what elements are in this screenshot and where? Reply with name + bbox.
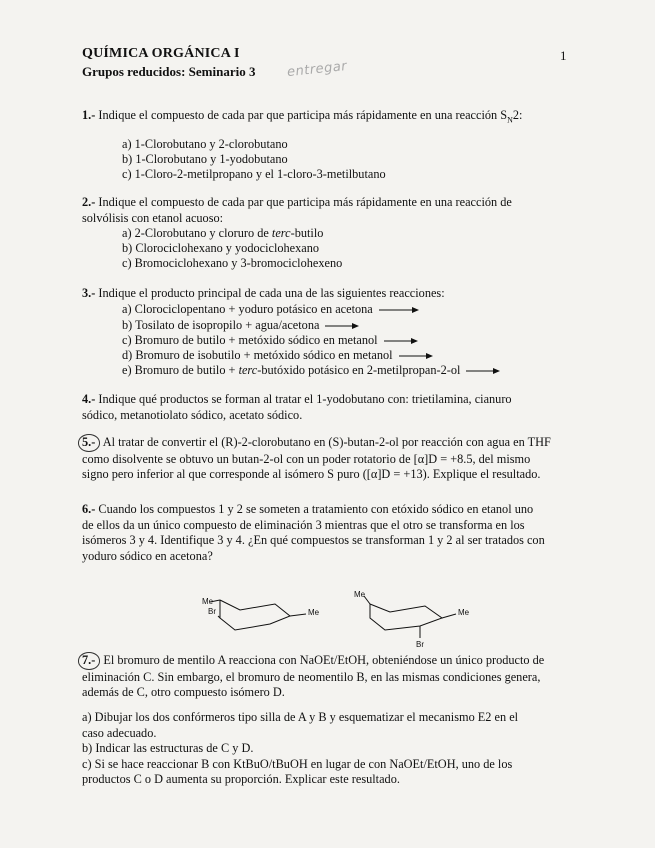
question-text-3: signo pero inferior al que corresponde al isómero S puro ([α]D = +13). Explique el resultado. xyxy=(82,467,541,482)
question-text-3: además de C, otro compuesto isómero D. xyxy=(82,685,285,700)
q2-item-a xyxy=(122,226,323,242)
q3-item-a xyxy=(122,302,419,318)
question-text: El bromuro de mentilo A reacciona con NaOEt/EtOH, obteniéndose un único producto de xyxy=(100,653,545,667)
item-italic: terc xyxy=(271,226,291,240)
question-text: Indique el compuesto de cada par que participa más rápidamente en una reacción de xyxy=(95,195,512,209)
item-text: c) Bromuro de butilo + metóxido sódico en metanol xyxy=(122,333,378,347)
question-6 xyxy=(82,502,577,564)
page-number: 1 xyxy=(560,48,567,63)
question-text-2: sódico, metanotiolato sódico, acetato sódico. xyxy=(82,407,303,422)
question-text-2: de ellos da un único compuesto de eliminación 3 mientras que el otro se transforma en los xyxy=(82,517,525,532)
question-text-2: solvólisis con etanol acuoso: xyxy=(82,210,224,225)
br-label: Br xyxy=(208,607,216,616)
question-number: 1.- xyxy=(82,108,96,122)
item-text: a) 2-Clorobutano y cloruro de xyxy=(122,226,272,240)
me-label: Me xyxy=(458,608,470,617)
me-label: Me xyxy=(202,597,214,606)
question-3 xyxy=(82,286,445,302)
question-text: Indique el producto principal de cada una de las siguientes reacciones: xyxy=(95,286,445,300)
subscript: N xyxy=(507,115,513,125)
me-label: Me xyxy=(308,608,320,617)
seminar-subtitle: Grupos reducidos: Seminario 3 xyxy=(82,64,256,79)
item-suffix: -butilo xyxy=(290,226,324,240)
question-text-2: eliminación C. Sin embargo, el bromuro de neomentilo B, en las mismas condiciones genera, xyxy=(82,669,541,684)
item-text: a) Clorociclopentano + yoduro potásico en acetona xyxy=(122,302,373,316)
question-text: Al tratar de convertir el (R)-2-clorobutano en (S)-butan-2-ol por reacción con agua en THF xyxy=(100,435,551,449)
handwritten-note: entregar xyxy=(286,58,348,81)
question-2 xyxy=(82,195,572,226)
q1-item-c: c) 1-Cloro-2-metilpropano y el 1-cloro-3-metilbutano xyxy=(122,167,386,181)
question-number: 5.- xyxy=(78,434,100,452)
question-number: 3.- xyxy=(82,286,96,300)
q3-item-c xyxy=(122,333,418,349)
question-text-3: isómeros 3 y 4. Identifique 3 y 4. ¿En qué compuestos se transforman 1 y 2 al ser tratados con xyxy=(82,533,545,548)
item-suffix: -butóxido potásico en 2-metilpropan-2-ol xyxy=(257,363,461,377)
q7-part-b: b) Indicar las estructuras de C y D. xyxy=(82,741,254,756)
question-text: Indique el compuesto de cada par que participa más rápidamente en una reacción S xyxy=(95,108,508,122)
q7-part-a-cont: caso adecuado. xyxy=(82,725,157,740)
chair-structures xyxy=(180,590,480,650)
course-title: QUÍMICA ORGÁNICA I xyxy=(82,46,240,61)
question-text: Cuando los compuestos 1 y 2 se someten a tratamiento con etóxido sódico en etanol uno xyxy=(95,502,534,516)
q2-item-b: b) Clorociclohexano y yodociclohexano xyxy=(122,241,320,255)
arrow-icon xyxy=(466,367,500,375)
question-suffix: 2: xyxy=(512,108,523,122)
arrow-icon xyxy=(379,306,419,314)
q7-part-c-cont: productos C o D aumenta su proporción. Explicar este resultado. xyxy=(82,772,400,787)
item-italic: terc xyxy=(238,363,258,377)
me-label: Me xyxy=(354,590,366,599)
question-text-4: yoduro sódico en acetona? xyxy=(82,548,213,563)
br-label: Br xyxy=(416,640,424,649)
question-number: 7.- xyxy=(78,652,100,670)
question-text-2: como disolvente se obtuvo un butan-2-ol con un poder rotatorio de [α]D = +8.5, del mismo xyxy=(82,451,531,466)
structure-1 xyxy=(202,597,320,630)
q1-item-a: a) 1-Clorobutano y 2-clorobutano xyxy=(122,137,288,151)
structure-2 xyxy=(354,590,470,649)
arrow-icon xyxy=(384,337,418,345)
question-number: 6.- xyxy=(82,502,96,516)
q3-item-b xyxy=(122,318,359,334)
question-number: 2.- xyxy=(82,195,96,209)
q3-item-e xyxy=(122,363,500,379)
arrow-icon xyxy=(325,322,359,330)
question-1 xyxy=(82,108,522,128)
q2-item-c: c) Bromociclohexano y 3-bromociclohexeno xyxy=(122,256,343,270)
question-7 xyxy=(82,652,577,701)
q1-item-b: b) 1-Clorobutano y 1-yodobutano xyxy=(122,152,288,166)
question-5 xyxy=(82,434,577,483)
q7-part-c: c) Si se hace reaccionar B con KtBuO/tBuOH en lugar de con NaOEt/EtOH, uno de los xyxy=(82,756,513,771)
question-text: Indique qué productos se forman al tratar el 1-yodobutano con: trietilamina, cianuro xyxy=(95,392,512,406)
q7-part-a: a) Dibujar los dos confórmeros tipo silla de A y B y esquematizar el mecanismo E2 en el xyxy=(82,710,519,724)
item-text: e) Bromuro de butilo + xyxy=(122,363,239,377)
q3-item-d xyxy=(122,348,433,364)
question-number: 4.- xyxy=(82,392,96,406)
question-4 xyxy=(82,392,572,423)
item-text: b) Tosilato de isopropilo + agua/acetona xyxy=(122,318,320,332)
item-text: d) Bromuro de isobutilo + metóxido sódico en metanol xyxy=(122,348,393,362)
arrow-icon xyxy=(399,352,433,360)
question-7-parts xyxy=(82,710,577,788)
